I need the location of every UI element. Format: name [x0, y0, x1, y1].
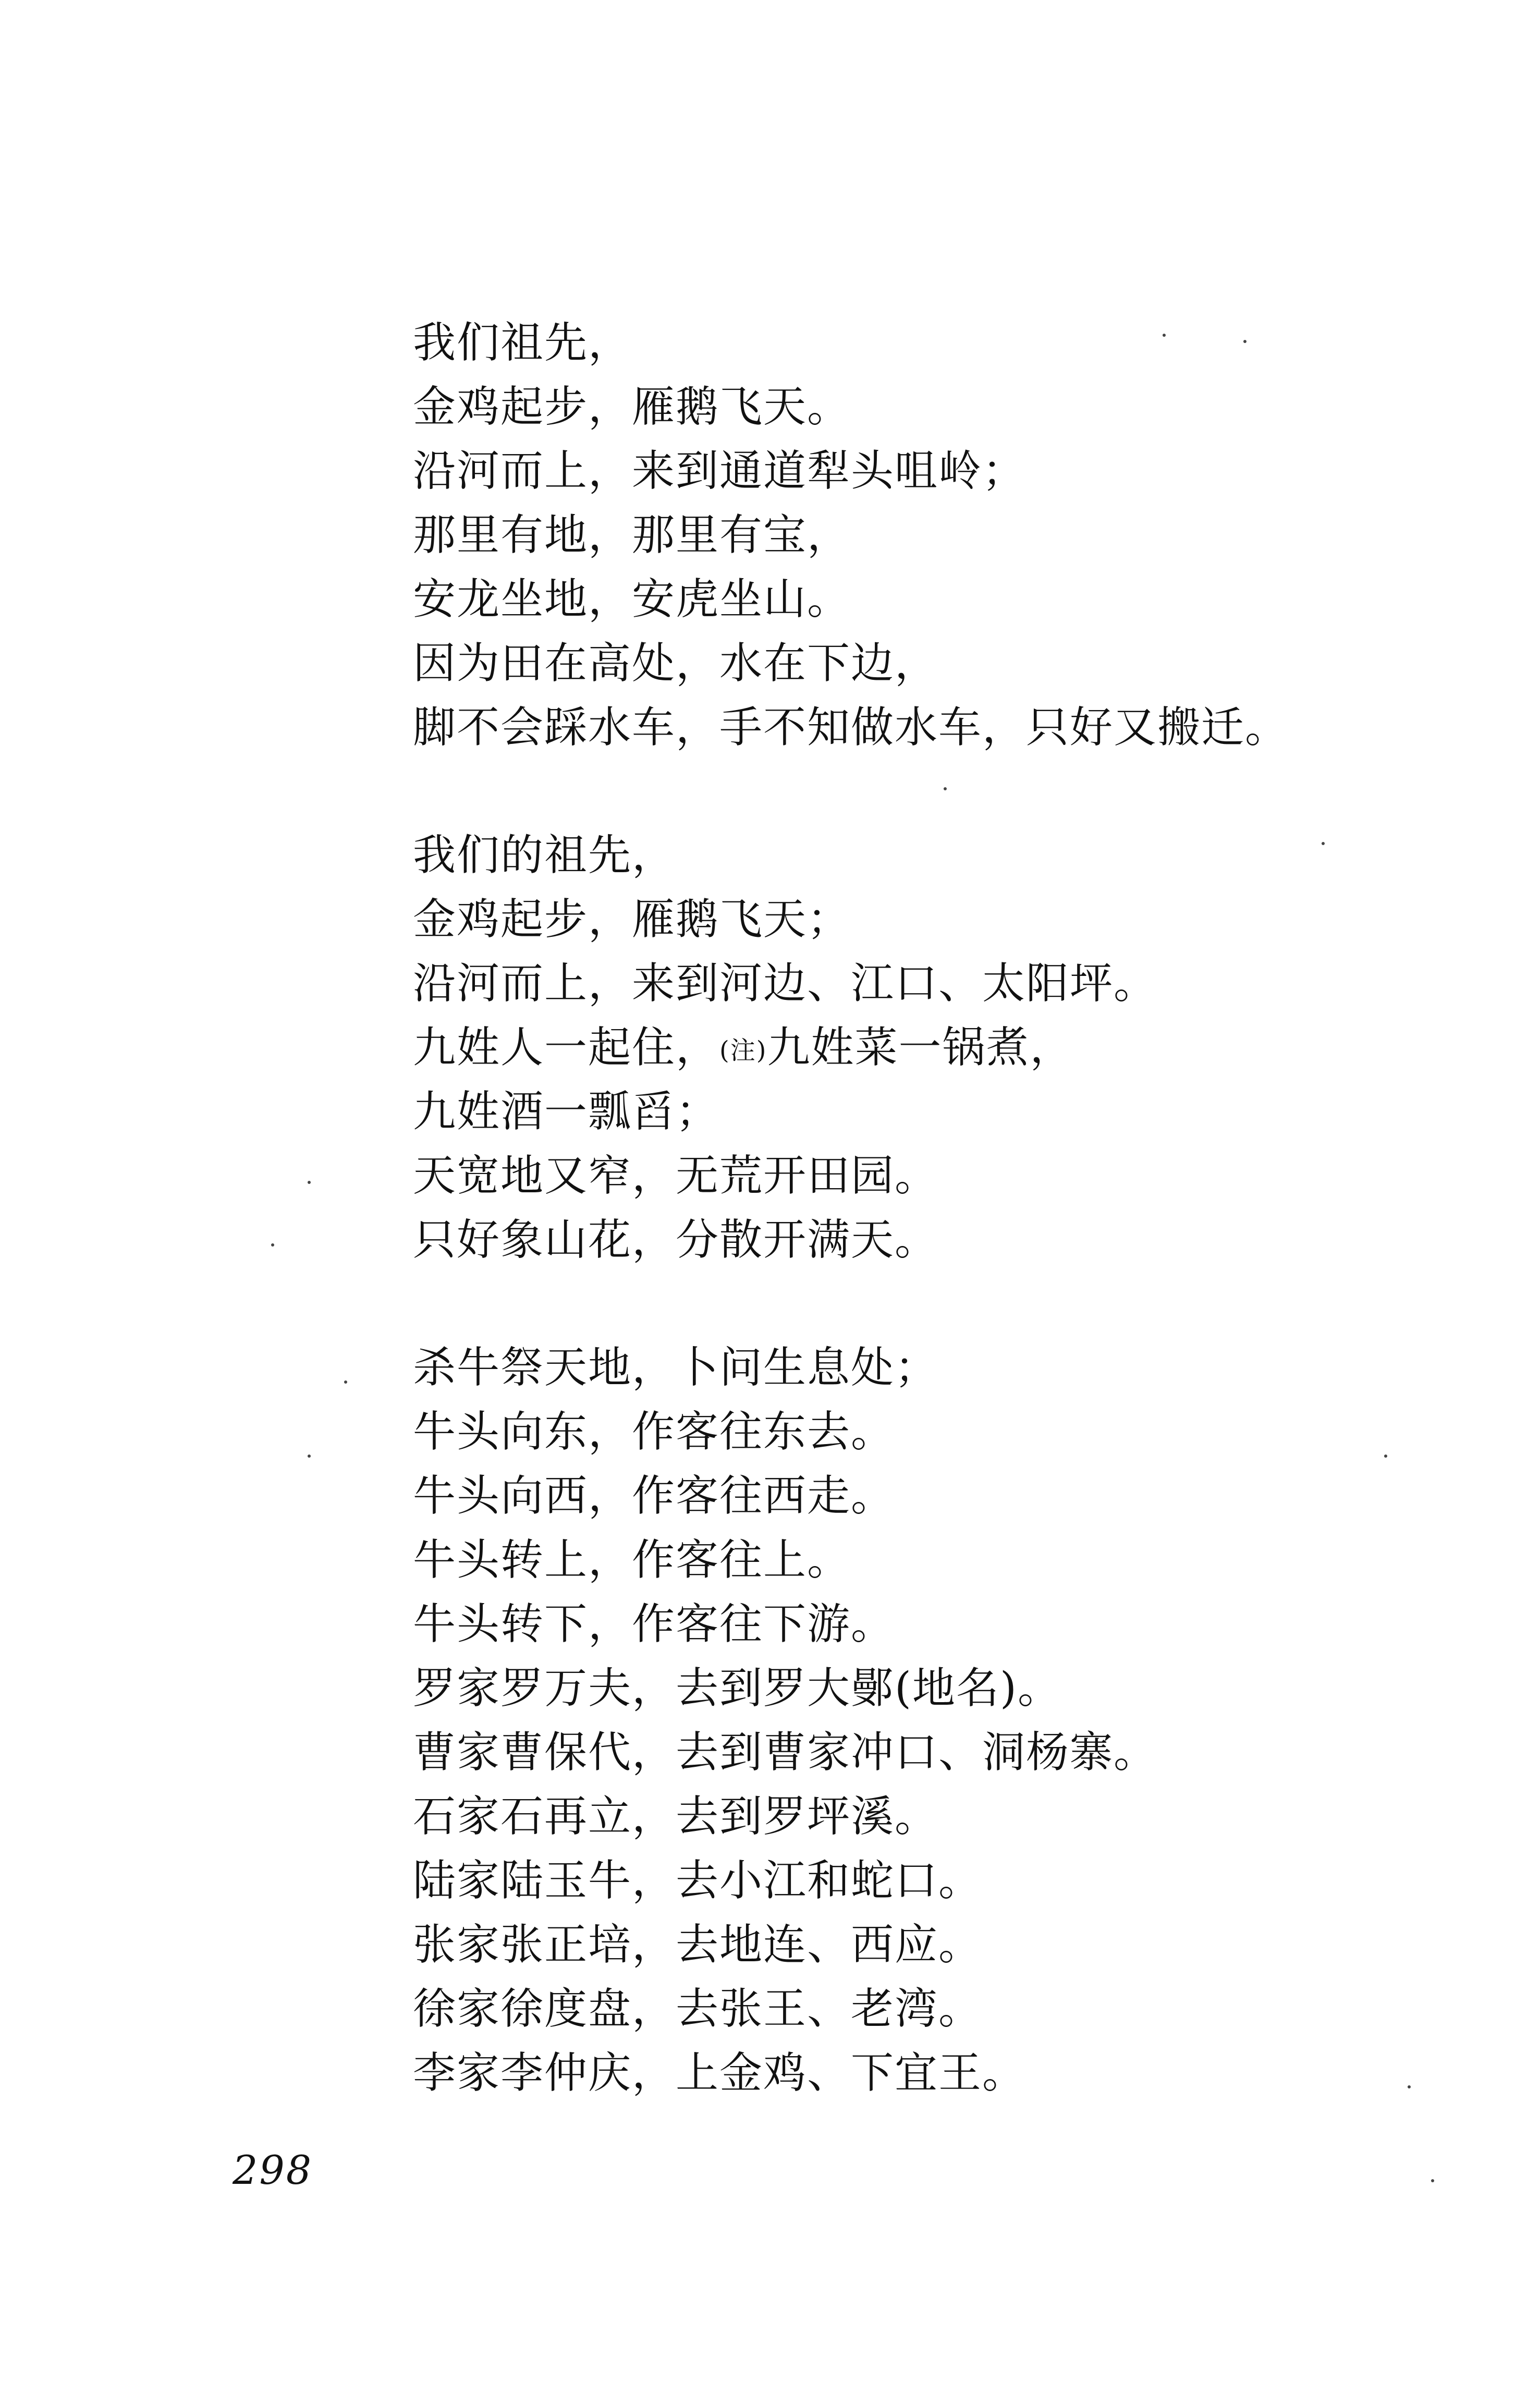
poem-line: 罗家罗万夫，去到罗大鄤(地名)。: [413, 1664, 1061, 1713]
scan-speck: [1243, 340, 1246, 343]
poem-line: 牛头向东，作客往东去。: [413, 1407, 895, 1457]
poem-line: 牛头向西，作客往西走。: [413, 1471, 895, 1521]
poem-line: 因为田在高处，水在下边，: [413, 639, 939, 688]
poem-line: 脚不会踩水车，手不知做水车，只好又搬迁。: [413, 703, 1289, 752]
poem-line: 沿河而上，来到河边、江口、太阳坪。: [413, 959, 1158, 1008]
scan-speck: [1408, 2085, 1411, 2088]
poem-line: 陆家陆玉牛，去小江和蛇口。: [413, 1856, 983, 1905]
scan-speck: [1384, 1455, 1387, 1458]
stanza-2: [413, 823, 1403, 1272]
poem-line: 安龙坐地，安虎坐山。: [413, 575, 851, 624]
scan-speck: [308, 1181, 311, 1184]
poem-line: 金鸡起步，雁鹅飞天；: [413, 895, 851, 944]
poem-line: 李家李仲庆，上金鸡、下宜王。: [413, 2048, 1026, 2098]
scan-speck: [308, 1455, 311, 1458]
poem-line: 石家石再立，去到罗坪溪。: [413, 1792, 939, 1841]
poem-line: 沿河而上，来到通道犁头咀岭；: [413, 446, 1026, 496]
scan-speck: [1322, 842, 1325, 845]
stanza-1: [413, 311, 1403, 760]
poem-line: 徐家徐度盘，去张王、老湾。: [413, 1984, 983, 2034]
poem-line-with-note: [413, 1016, 1403, 1080]
line-text-after-note: 九姓菜一锅煮，: [767, 1023, 1074, 1072]
scan-speck: [944, 787, 947, 790]
poem-line: 金鸡起步，雁鹅飞天。: [413, 382, 851, 432]
poem-line: 只好象山花，分散开满天。: [413, 1215, 939, 1265]
scan-speck: [271, 1243, 274, 1247]
poem-line: 我们祖先，: [413, 318, 632, 368]
poem-line: 牛头转上，作客往上。: [413, 1535, 851, 1585]
poem-line: 那里有地，那里有宝，: [413, 510, 851, 560]
page-number: 298: [233, 2147, 313, 2193]
poem-line: 天宽地又窄，无荒开田园。: [413, 1151, 939, 1201]
poem-line: 我们的祖先，: [413, 830, 676, 880]
poem-line: 杀牛祭天地，卜问生息处；: [413, 1343, 939, 1392]
poem-line: 曹家曹保代，去到曹家冲口、洞杨寨。: [413, 1728, 1158, 1777]
line-text-before-note: 九姓人一起住，: [413, 1023, 720, 1072]
stanza-3: [413, 1336, 1403, 2105]
scan-speck: [1163, 334, 1166, 337]
poem-line: 牛头转下，作客往下游。: [413, 1599, 895, 1649]
poem-body: [413, 311, 1403, 2105]
note-marker: (注): [719, 1036, 767, 1065]
poem-line: 九姓酒一瓢舀；: [413, 1087, 720, 1136]
scan-speck: [1431, 2179, 1434, 2182]
poem-line: 张家张正培，去地连、西应。: [413, 1920, 983, 1970]
scan-speck: [344, 1380, 347, 1384]
